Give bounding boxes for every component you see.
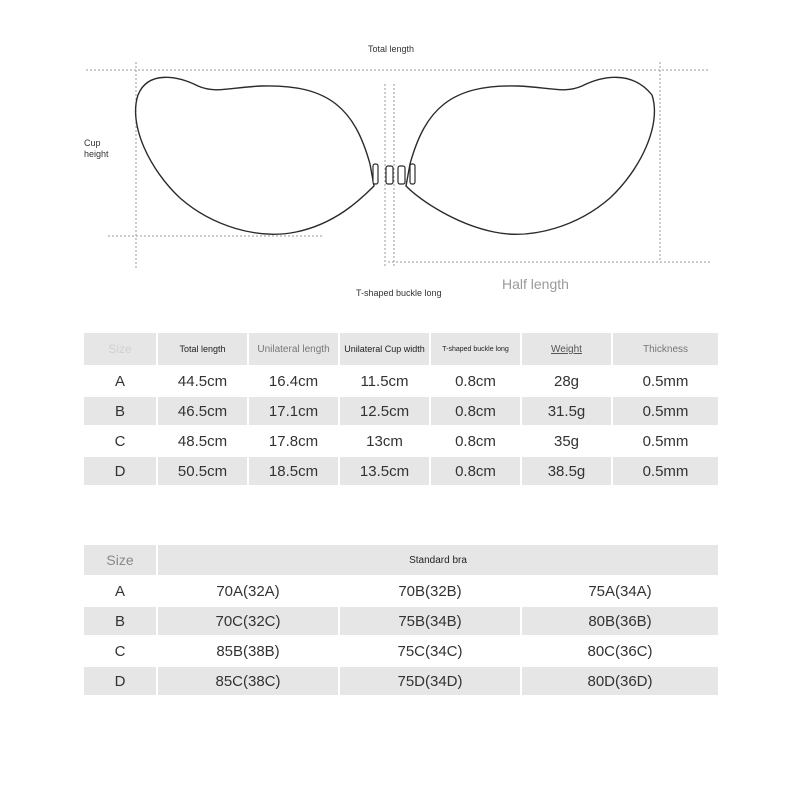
cell: 11.5cm — [339, 366, 430, 396]
header-standard-bra: Standard bra — [157, 544, 719, 576]
cell: 12.5cm — [339, 396, 430, 426]
total-length-label: Total length — [368, 44, 415, 54]
cell: D — [83, 456, 157, 486]
product-diagram — [0, 0, 790, 310]
cell: 18.5cm — [248, 456, 339, 486]
table-row — [83, 366, 719, 396]
cell: 75B(34B) — [339, 606, 521, 636]
cell: 0.8cm — [430, 456, 521, 486]
cell: 75D(34D) — [339, 666, 521, 696]
cell: 31.5g — [521, 396, 612, 426]
cell: 17.1cm — [248, 396, 339, 426]
header-size: Size — [83, 544, 157, 576]
table-row — [83, 606, 719, 636]
header-thickness: Thickness — [612, 332, 719, 366]
cell: 35g — [521, 426, 612, 456]
cup-height-label: Cup height — [84, 138, 109, 159]
cell: A — [83, 366, 157, 396]
cell: 46.5cm — [157, 396, 248, 426]
cell: 44.5cm — [157, 366, 248, 396]
header-weight-text: Weight — [551, 343, 582, 355]
cell: 13cm — [339, 426, 430, 456]
right-cup-shape — [406, 77, 654, 234]
cell: 85B(38B) — [157, 636, 339, 666]
cell: 70C(32C) — [157, 606, 339, 636]
t-buckle-label: T-shaped buckle long — [356, 288, 442, 298]
cell: C — [83, 426, 157, 456]
cell: 50.5cm — [157, 456, 248, 486]
cell: 0.5mm — [612, 456, 719, 486]
cell: 80B(36B) — [521, 606, 719, 636]
header-size: Size — [83, 332, 157, 366]
header-t-buckle: T-shaped buckle long — [430, 332, 521, 366]
table-row — [83, 396, 719, 426]
cell: 17.8cm — [248, 426, 339, 456]
header-total-length: Total length — [157, 332, 248, 366]
cell: 16.4cm — [248, 366, 339, 396]
table-row — [83, 636, 719, 666]
cell: D — [83, 666, 157, 696]
table-row — [83, 666, 719, 696]
cell: 0.8cm — [430, 366, 521, 396]
cell: A — [83, 576, 157, 606]
table-row — [83, 426, 719, 456]
cell: 0.5mm — [612, 396, 719, 426]
cell: 70A(32A) — [157, 576, 339, 606]
cell: 0.5mm — [612, 426, 719, 456]
cell: B — [83, 606, 157, 636]
cell: C — [83, 636, 157, 666]
cell: 85C(38C) — [157, 666, 339, 696]
table-row — [83, 456, 719, 486]
cell: 48.5cm — [157, 426, 248, 456]
header-unilateral-cup-width: Unilateral Cup width — [339, 332, 430, 366]
cell: 38.5g — [521, 456, 612, 486]
spec-header-row — [83, 332, 719, 366]
size-conversion-table — [82, 543, 720, 697]
cell: 0.8cm — [430, 396, 521, 426]
cell: 28g — [521, 366, 612, 396]
cell: 75A(34A) — [521, 576, 719, 606]
cell: 0.8cm — [430, 426, 521, 456]
cell: B — [83, 396, 157, 426]
left-cup-shape — [136, 77, 374, 234]
spec-table — [82, 331, 720, 487]
cell: 80C(36C) — [521, 636, 719, 666]
cell: 80D(36D) — [521, 666, 719, 696]
cell: 70B(32B) — [339, 576, 521, 606]
half-length-label: Half length — [502, 276, 569, 292]
header-weight — [521, 332, 612, 366]
cell: 13.5cm — [339, 456, 430, 486]
table-row — [83, 576, 719, 606]
cell: 0.5mm — [612, 366, 719, 396]
header-unilateral-length: Unilateral length — [248, 332, 339, 366]
cell: 75C(34C) — [339, 636, 521, 666]
size-header-row — [83, 544, 719, 576]
